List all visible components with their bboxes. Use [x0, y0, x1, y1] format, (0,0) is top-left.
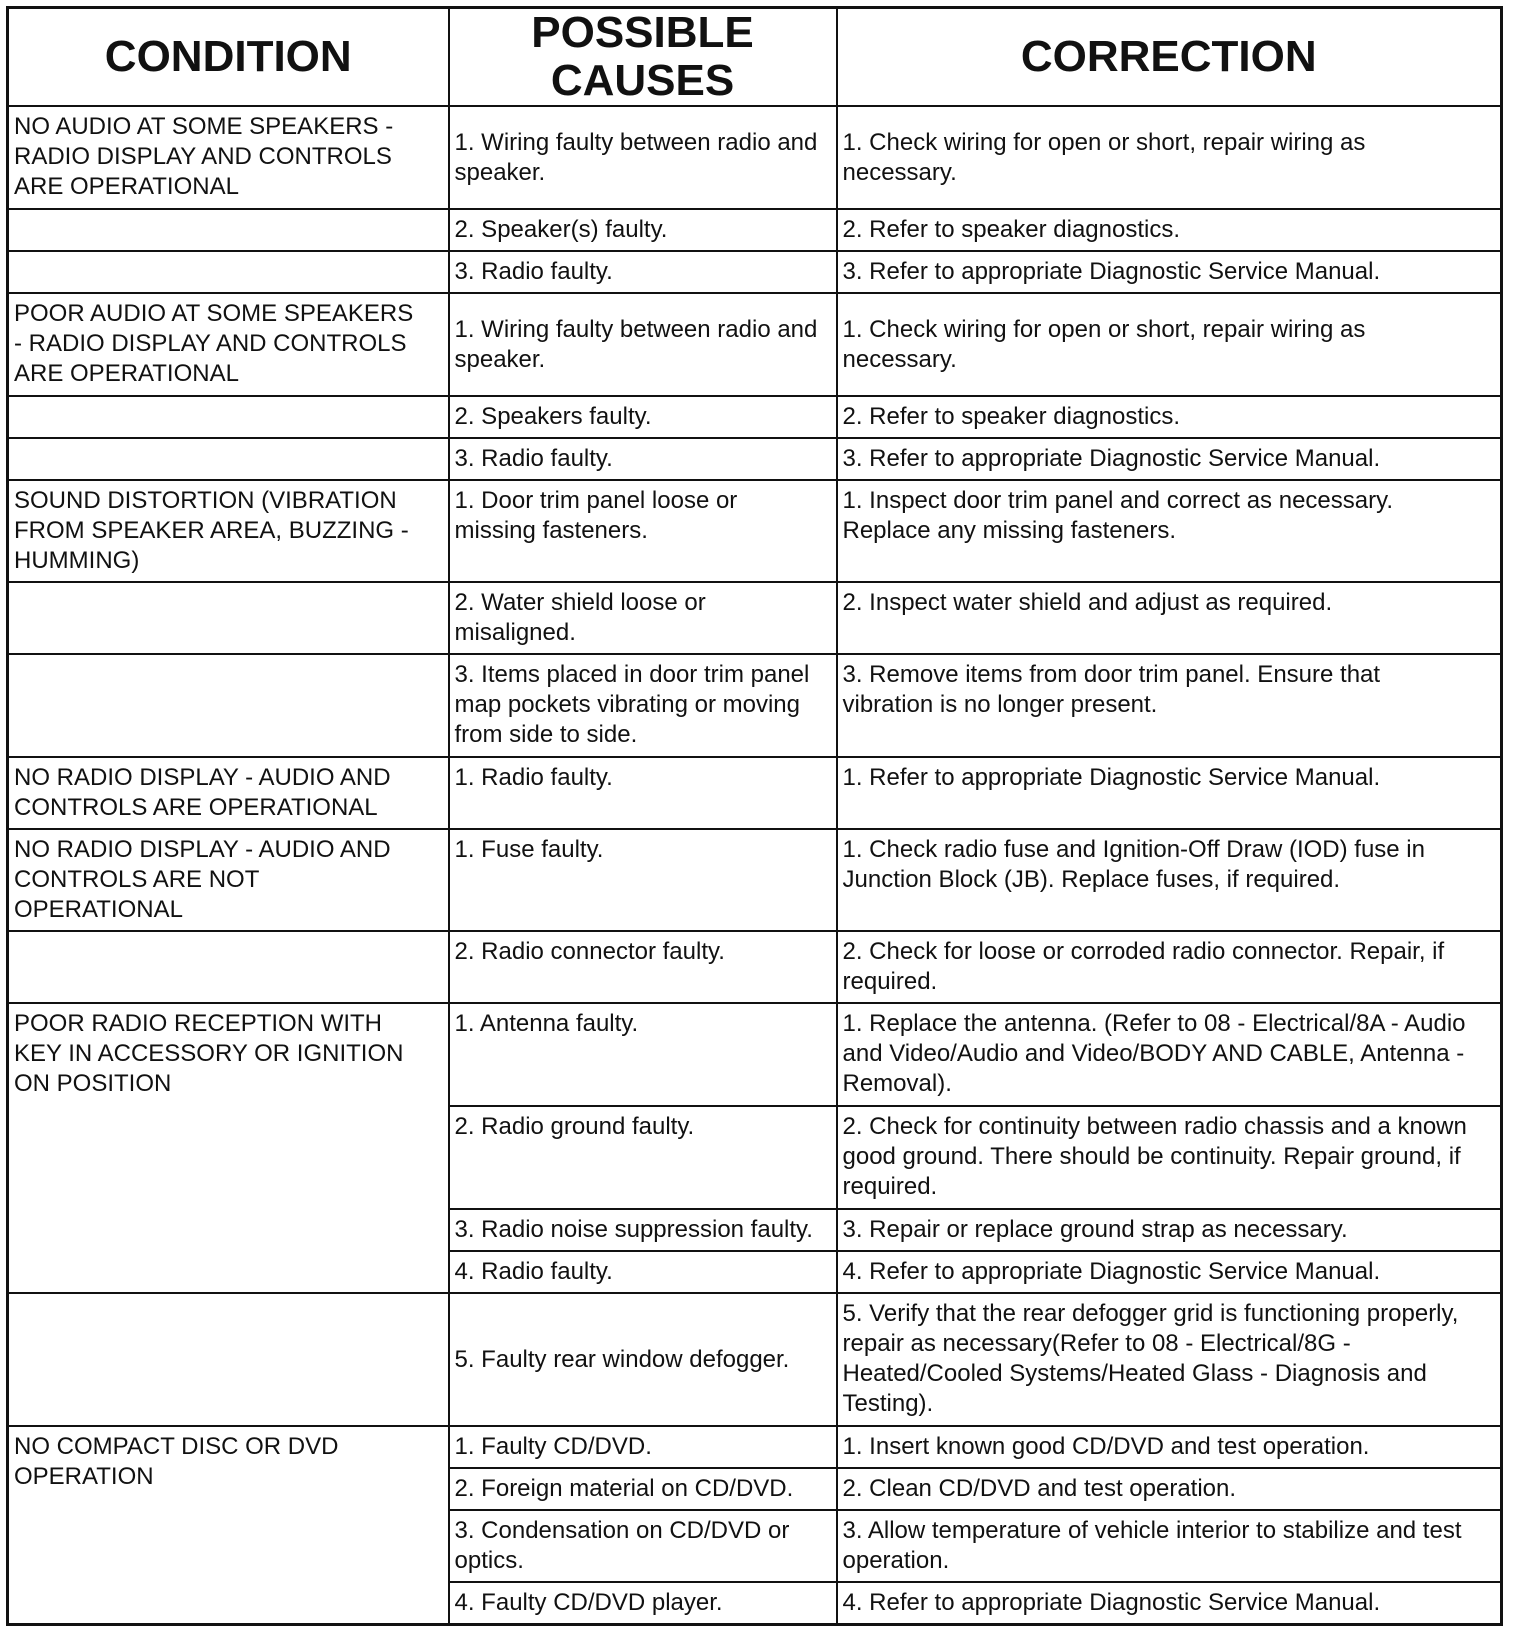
- correction-cell: 3. Remove items from door trim panel. Ensure that vibration is no longer present.: [837, 654, 1502, 757]
- condition-cell: POOR RADIO RECEPTION WITH KEY IN ACCESSORY OR IGNITION ON POSITION: [8, 1003, 449, 1293]
- condition-cell: [8, 438, 449, 480]
- condition-cell: NO AUDIO AT SOME SPEAKERS - RADIO DISPLAY AND CONTROLS ARE OPERATIONAL: [8, 106, 449, 209]
- table-row: [8, 438, 1502, 480]
- table-row: [8, 931, 1502, 1003]
- correction-cell: 4. Refer to appropriate Diagnostic Service Manual.: [837, 1251, 1502, 1293]
- correction-cell: 4. Refer to appropriate Diagnostic Service Manual.: [837, 1582, 1502, 1624]
- condition-cell: [8, 654, 449, 757]
- correction-cell: 5. Verify that the rear defogger grid is functioning properly, repair as necessary(Refer to 08 - Electrical/8G - Heated/Cooled Systems/Heated Glass - Diagnosis and Testing).: [837, 1293, 1502, 1426]
- condition-cell: [8, 396, 449, 438]
- diagnosis-table: [6, 6, 1503, 1626]
- correction-cell: 3. Refer to appropriate Diagnostic Service Manual.: [837, 438, 1502, 480]
- table-row: [8, 293, 1502, 396]
- cause-cell: 3. Radio noise suppression faulty.: [449, 1209, 837, 1251]
- condition-cell: [8, 251, 449, 293]
- correction-cell: 1. Insert known good CD/DVD and test operation.: [837, 1426, 1502, 1468]
- cause-cell: 2. Speaker(s) faulty.: [449, 209, 837, 251]
- condition-cell: POOR AUDIO AT SOME SPEAKERS - RADIO DISPLAY AND CONTROLS ARE OPERATIONAL: [8, 293, 449, 396]
- correction-cell: 1. Check wiring for open or short, repair wiring as necessary.: [837, 293, 1502, 396]
- cause-cell: 1. Radio faulty.: [449, 757, 837, 829]
- cause-cell: 1. Fuse faulty.: [449, 829, 837, 932]
- condition-cell: [8, 582, 449, 654]
- condition-cell: NO COMPACT DISC OR DVD OPERATION: [8, 1426, 449, 1624]
- correction-cell: 2. Check for continuity between radio chassis and a known good ground. There should be continuity. Repair ground, if required.: [837, 1106, 1502, 1209]
- table-row: [8, 396, 1502, 438]
- cause-cell: 1. Faulty CD/DVD.: [449, 1426, 837, 1468]
- condition-cell: [8, 1293, 449, 1426]
- correction-cell: 3. Refer to appropriate Diagnostic Service Manual.: [837, 251, 1502, 293]
- cause-cell: 4. Radio faulty.: [449, 1251, 837, 1293]
- correction-cell: 1. Check wiring for open or short, repair wiring as necessary.: [837, 106, 1502, 209]
- correction-cell: 1. Replace the antenna. (Refer to 08 - Electrical/8A - Audio and Video/Audio and Video/BODY AND CABLE, Antenna - Removal).: [837, 1003, 1502, 1106]
- cause-cell: 3. Radio faulty.: [449, 438, 837, 480]
- correction-cell: 1. Inspect door trim panel and correct as necessary. Replace any missing fasteners.: [837, 480, 1502, 583]
- cause-cell: 2. Radio ground faulty.: [449, 1106, 837, 1209]
- table-row: [8, 1426, 1502, 1468]
- correction-cell: 2. Refer to speaker diagnostics.: [837, 209, 1502, 251]
- correction-cell: 1. Check radio fuse and Ignition-Off Draw (IOD) fuse in Junction Block (JB). Replace fuses, if required.: [837, 829, 1502, 932]
- table-row: [8, 251, 1502, 293]
- cause-cell: 2. Foreign material on CD/DVD.: [449, 1468, 837, 1510]
- cause-cell: 1. Wiring faulty between radio and speaker.: [449, 293, 837, 396]
- table-row: [8, 829, 1502, 932]
- cause-cell: 3. Condensation on CD/DVD or optics.: [449, 1510, 837, 1582]
- table-row: [8, 654, 1502, 757]
- cause-cell: 2. Water shield loose or misaligned.: [449, 582, 837, 654]
- table-row: [8, 757, 1502, 829]
- correction-cell: 2. Check for loose or corroded radio connector. Repair, if required.: [837, 931, 1502, 1003]
- condition-cell: [8, 931, 449, 1003]
- table-row: [8, 480, 1502, 583]
- correction-cell: 2. Inspect water shield and adjust as required.: [837, 582, 1502, 654]
- cause-cell: 2. Speakers faulty.: [449, 396, 837, 438]
- table-row: [8, 1293, 1502, 1426]
- header-correction: CORRECTION: [837, 8, 1502, 107]
- condition-cell: SOUND DISTORTION (VIBRATION FROM SPEAKER AREA, BUZZING - HUMMING): [8, 480, 449, 583]
- correction-cell: 1. Refer to appropriate Diagnostic Service Manual.: [837, 757, 1502, 829]
- cause-cell: 5. Faulty rear window defogger.: [449, 1293, 837, 1426]
- condition-cell: NO RADIO DISPLAY - AUDIO AND CONTROLS ARE NOT OPERATIONAL: [8, 829, 449, 932]
- header-condition: CONDITION: [8, 8, 449, 107]
- table-row: [8, 106, 1502, 209]
- cause-cell: 4. Faulty CD/DVD player.: [449, 1582, 837, 1624]
- cause-cell: 3. Radio faulty.: [449, 251, 837, 293]
- header-possible-causes: POSSIBLE CAUSES: [449, 8, 837, 107]
- cause-cell: 2. Radio connector faulty.: [449, 931, 837, 1003]
- header-row: [8, 8, 1502, 107]
- correction-cell: 2. Refer to speaker diagnostics.: [837, 396, 1502, 438]
- table-row: [8, 209, 1502, 251]
- cause-cell: 3. Items placed in door trim panel map pockets vibrating or moving from side to side.: [449, 654, 837, 757]
- correction-cell: 2. Clean CD/DVD and test operation.: [837, 1468, 1502, 1510]
- cause-cell: 1. Antenna faulty.: [449, 1003, 837, 1106]
- cause-cell: 1. Door trim panel loose or missing fasteners.: [449, 480, 837, 583]
- diagnosis-table-frame: [6, 6, 1500, 1626]
- condition-cell: [8, 209, 449, 251]
- correction-cell: 3. Allow temperature of vehicle interior to stabilize and test operation.: [837, 1510, 1502, 1582]
- condition-cell: NO RADIO DISPLAY - AUDIO AND CONTROLS ARE OPERATIONAL: [8, 757, 449, 829]
- cause-cell: 1. Wiring faulty between radio and speaker.: [449, 106, 837, 209]
- table-row: [8, 582, 1502, 654]
- table-row: [8, 1003, 1502, 1106]
- correction-cell: 3. Repair or replace ground strap as necessary.: [837, 1209, 1502, 1251]
